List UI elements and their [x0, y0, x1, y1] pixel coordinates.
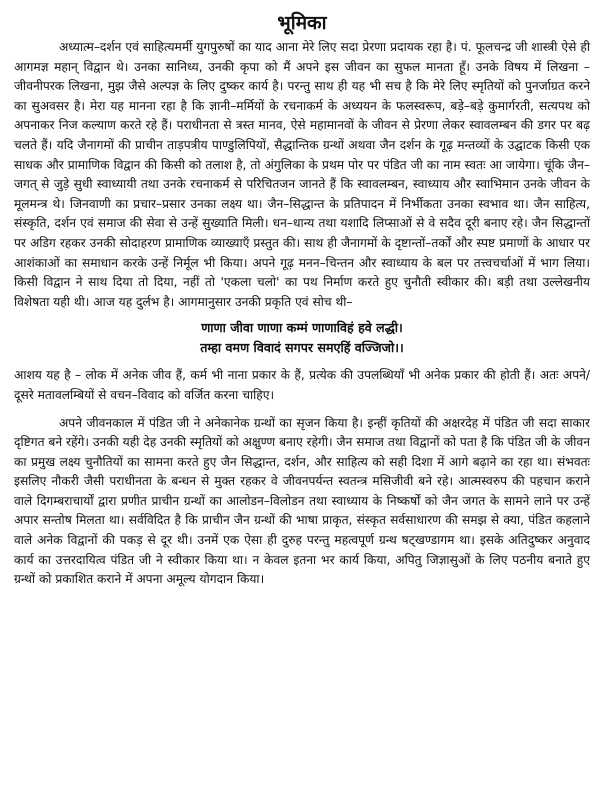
verse-line-1: णाणा जीवा णाणा कम्मं णाणाविहं हवे लद्धी। [201, 320, 403, 336]
page-title: भूमिका [277, 12, 327, 34]
prakrit-verse [14, 318, 590, 358]
verse-line-2: तम्हा वमण विवादं सगपर समएहिं वज्जिजो।। [200, 340, 404, 356]
works-paragraph: अपने जीवनकाल में पंडित जी ने अनेकानेक ग्रन्थों का सृजन किया है। इन्हीं कृतियों की अक्षरदेह में पंडित जी सदा साकार दृष्टिगत बने रहेंगे। उनकी यही देह उनकी स्मृतियों को अक्षुण्ण बनाए रहेगी। जैन समाज तथा विद्वानों को पता है कि पंडित जी के जीवन का प्रमुख लक्ष्य चुनौतियों का सामना करते हुए जैन सिद्धान्त, दर्शन, और साहित्य को सही दिशा में आगे बढ़ाने का रहा था। संभवतः इसलिए नौकरी जैसी पराधीनता के बन्धन से मुक्त रहकर वे जीवनपर्यन्त स्वतन्त्र मसिजीवी बने रहे। आत्मस्वरुप की पहचान कराने वाले दिगम्बराचार्यों द्वारा प्रणीत प्राचीन ग्रन्थों का आलोडन–विलोडन तथा स्वाध्याय के निष्कर्षों को जैन जगत के सामने लाने पर उन्हें अपार सन्तोष मिलता था। सर्वविदित है कि प्राचीन जैन ग्रन्थों की भाषा प्राकृत, संस्कृत सर्वसाधारण की समझ से क्या, पंडित कहलाने वाले अनेक विद्वानों की पकड़ से दूर थी। उनमें एक ऐसा ही दुरुह परन्तु महत्वपूर्ण ग्रन्थ षट्खण्डागम था। इसके अतिदुष्कर अनुवाद कार्य का उत्तरदायित्व पंडित जी ने स्वीकार किया था। न केवल इतना भर कार्य किया, अपितु जिज्ञासुओं के लिए पठनीय बनाते हुए ग्रन्थों को प्रकाशित कराने में अपना अमूल्य योगदान किया। [14, 415, 590, 587]
meaning-paragraph: आशय यह है – लोक में अनेक जीव हैं, कर्म भी नाना प्रकार के हैं, प्रत्येक की उपलब्धियाँ भी अनेक प्रकार की होती हैं। अतः अपने/दूसरे मतावलम्बियों से वचन–विवाद को वर्जित करना चाहिए। [14, 368, 590, 402]
paragraph-gap [14, 406, 590, 414]
intro-paragraph: अध्यात्म–दर्शन एवं साहित्यमर्मी युगपुरुषों का याद आना मेरे लिए सदा प्रेरणा प्रदायक रहा है। पं. फूलचन्द्र जी शास्त्री ऐसे ही आगमज्ञ महान् विद्वान थे। उनका सानिध्य, उनकी कृपा को मैं अपने इस जीवन का सुफल मानता हूँ। उनके विषय में लिखना – जीवनीपरक लिखना, मुझ जैसे अल्पज्ञ के लिए दुष्कर कार्य है। परन्तु साथ ही यह भी सच है कि मेरे लिए स्मृतियों को पुनर्जाग्रत करने का सुअवसर है। मेरा यह मानना रहा है कि ज्ञानी–मर्मियों के रचनाकर्म के अध्ययन के फलस्वरूप, बड़े–बड़े कुमार्गरती, सत्यपथ को अपनाकर निज कल्याण करते रहे हैं। पराधीनता से त्रस्त मानव, ऐसे महामानवों के जीवन से प्रेरणा लेकर स्वावलम्बन की डगर पर बढ़ चलते हैं। यदि जैनागमों की प्राचीन ताड़पत्रीय पाण्डुलिपियों, सैद्धान्तिक ग्रन्थों अथवा जैन दर्शन के गूढ़ मन्तव्यों के उद्घाटक किसी एक साधक और प्रामाणिक विद्वान की किसी को तलाश है, तो अंगुलिका के प्रथम पोर पर पंडित जी का नाम स्वतः आ जायेगा। चूंकि जैन–जगत् से जुड़े सुधी स्वाध्यायी तथा उनके रचनाकर्म से परिचितजन जानते हैं कि स्वावलम्बन, स्वाध्याय और स्वाभिमान उनके जीवन के मूलमन्त्र थे। जिनवाणी का प्रचार–प्रसार उनका लक्ष्य था। जैन–सिद्धान्त के प्रतिपादन में निर्भीकता उनका स्वभाव था। जैन साहित्य, संस्कृति, दर्शन एवं समाज की सेवा से उन्हें सुख्याति मिली। धन–धान्य तथा यशादि लिप्साओं से वे सदैव दूरी बनाए रहे। जैन सिद्धान्तों पर अडिग रहकर उनकी सोदाहरण प्रामाणिक व्याख्याएँ प्रस्तुत की। साथ ही जैनागमों के दृष्टान्तों–तर्कों और स्पष्ट प्रमाणों के आधार पर आशंकाओं का समाधान करके उन्हें निर्मूल भी किया। अपने गूढ़ मनन–चिन्तन और स्वाध्याय के बल पर तत्त्वचर्चाओं में भाग लिया। किसी विद्वान ने साथ दिया तो दिया, नहीं तो 'एकला चलो' का पथ निर्माण करते हुए चुनौती स्वीकार की। बड़ी तथा उल्लेखनीय विशेषता यही थी। आज यह दुर्लभ है। आगमानुसार उनकी प्रकृति एवं सोच थी– [14, 40, 590, 309]
